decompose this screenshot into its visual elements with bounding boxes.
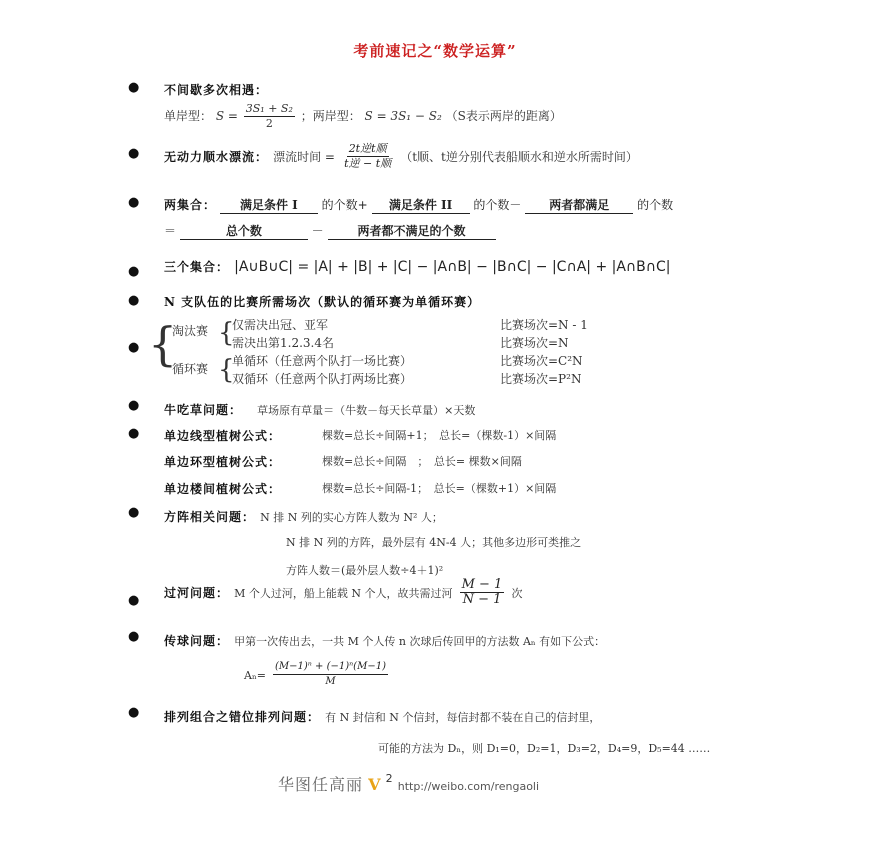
bullet: ● <box>128 264 140 279</box>
brace-inner: { <box>218 318 235 348</box>
note: （t顺、t逆分别代表船顺水和逆水所需时间） <box>400 150 638 164</box>
formula: S = <box>215 109 238 123</box>
numerator: 2t逆t顺 <box>348 142 387 155</box>
section-heading: 两集合： <box>164 198 217 212</box>
section-heading: N 支队伍的比赛所需场次（默认的循环赛为单循环赛） <box>164 295 481 309</box>
brace-outer: { <box>148 317 178 371</box>
text: － <box>311 224 324 238</box>
match-type: 需决出第1.2.3.4名 <box>232 336 334 350</box>
text: 有 N 封信和 N 个信封，每信封都不装在自己的信封里， <box>325 711 601 724</box>
fraction <box>460 578 505 607</box>
underline-blank: 满足条件 I <box>220 196 318 214</box>
formula-row <box>164 142 638 171</box>
bullet: ● <box>128 80 140 95</box>
page-number: 2 <box>385 772 393 785</box>
underline-blank: 两者都不满足的个数 <box>328 222 496 240</box>
section-heading: 单边线型植树公式： <box>164 429 282 443</box>
formula-row <box>244 660 390 689</box>
match-count: 比赛场次=N <box>500 336 569 350</box>
bullet: ● <box>128 593 140 608</box>
denominator: 2 <box>265 117 273 130</box>
formula-row <box>164 256 671 275</box>
formula-row <box>164 102 562 131</box>
section-heading: 单边楼间植树公式： <box>164 482 282 496</box>
numerator: 3S₁ + S₂ <box>245 102 293 115</box>
formula: 棵数=总长÷间隔+1； 总长=（棵数-1）×间隔 <box>322 429 557 442</box>
bullet: ● <box>128 505 140 520</box>
brand-text: 华图任高丽 <box>278 775 364 794</box>
numerator: (M−1)ⁿ + (−1)ⁿ(M−1) <box>273 660 388 675</box>
underline-blank: 满足条件 II <box>372 196 470 214</box>
section-heading: 牛吃草问题： <box>164 403 243 417</box>
match-type: 单循环（任意两个队打一场比赛） <box>232 354 413 368</box>
bullet: ● <box>128 340 140 355</box>
match-count: 比赛场次=N - 1 <box>500 318 588 332</box>
text-row <box>164 706 600 725</box>
text: N 排 N 列的方阵，最外层有 4N-4 人；其他多边形可类推之 <box>286 536 582 549</box>
denominator: N − 1 <box>462 592 502 607</box>
text: M 个人过河，船上能载 N 个人，故共需过河 <box>234 587 453 600</box>
text: ＝ <box>164 224 177 238</box>
fraction <box>244 102 295 131</box>
category-label: 循环赛 <box>172 362 209 376</box>
section-heading: 单边环型植树公式： <box>164 455 282 469</box>
match-count: 比赛场次=P²N <box>500 372 582 386</box>
label: 单岸型： <box>164 109 213 123</box>
text: 甲第一次传出去，一共 M 个人传 n 次球后传回甲的方法数 Aₙ 有如下公式： <box>234 635 606 648</box>
text: 的个数+ <box>321 198 368 212</box>
bullet: ● <box>128 629 140 644</box>
fraction <box>273 660 388 689</box>
label: 漂流时间 = <box>273 150 335 164</box>
section-heading: 过河问题： <box>164 586 230 600</box>
text: N 排 N 列的实心方阵人数为 N² 人； <box>260 511 443 524</box>
bullet: ● <box>128 426 140 441</box>
text: 的个数－ <box>473 198 522 212</box>
text: 可能的方法为 Dₙ，则 D₁=0，D₂=1，D₃=2，D₄=9，D₅=44 …… <box>378 742 711 755</box>
section-heading: 排列组合之错位排列问题： <box>164 710 321 724</box>
footer-url: http://weibo.com/rengaoli <box>397 780 540 793</box>
section-heading: 无动力顺水漂流： <box>164 150 269 164</box>
brace-inner: { <box>218 355 235 385</box>
label: Aₙ= <box>244 669 266 682</box>
formula: 草场原有草量＝（牛数－每天长草量）×天数 <box>257 404 476 417</box>
match-type: 双循环（任意两个队打两场比赛） <box>232 372 413 386</box>
text-row <box>164 399 475 418</box>
note: （S表示两岸的距离） <box>445 109 562 123</box>
match-count: 比赛场次=C²N <box>500 354 583 368</box>
bullet: ● <box>128 293 140 308</box>
underline-blank: 两者都满足 <box>525 196 633 214</box>
text-row <box>164 222 496 240</box>
numerator: M − 1 <box>461 577 503 592</box>
formula: S = 3S₁ − S₂ <box>364 109 442 123</box>
section-heading: 三个集合： <box>164 260 230 274</box>
text-row <box>164 196 673 214</box>
section-heading: 方阵相关问题： <box>164 510 256 524</box>
page-title: 考前速记之“数学运算” <box>353 42 517 60</box>
fraction <box>342 142 393 171</box>
text-row <box>164 630 605 649</box>
bullet: ● <box>128 398 140 413</box>
text: 的个数 <box>637 198 674 212</box>
formula: 方阵人数＝(最外层人数÷4＋1)² <box>286 564 444 577</box>
bullet: ● <box>128 146 140 161</box>
category-label: 淘汰赛 <box>172 324 209 338</box>
match-type: 仅需决出冠、亚军 <box>232 318 329 332</box>
formula: 棵数=总长÷间隔 ； 总长= 棵数×间隔 <box>322 455 522 468</box>
bullet: ● <box>128 195 140 210</box>
text-row <box>164 506 443 525</box>
section-heading: 不间歇多次相遇： <box>164 83 269 97</box>
footer <box>278 772 539 795</box>
denominator: M <box>325 676 336 687</box>
formula-row <box>164 578 522 607</box>
denominator: t逆 − t顺 <box>344 157 392 170</box>
formula: |A∪B∪C| = |A| + |B| + |C| − |A∩B| − |B∩C| − |C∩A| + |A∩B∩C| <box>234 259 671 275</box>
formula: 棵数=总长÷间隔-1； 总长=（棵数+1）×间隔 <box>322 482 557 495</box>
text: 次 <box>511 587 523 600</box>
label: ；两岸型： <box>300 109 361 123</box>
weibo-v-icon: V <box>368 775 381 794</box>
underline-blank: 总个数 <box>180 222 308 240</box>
bullet: ● <box>128 705 140 720</box>
section-heading: 传球问题： <box>164 634 230 648</box>
